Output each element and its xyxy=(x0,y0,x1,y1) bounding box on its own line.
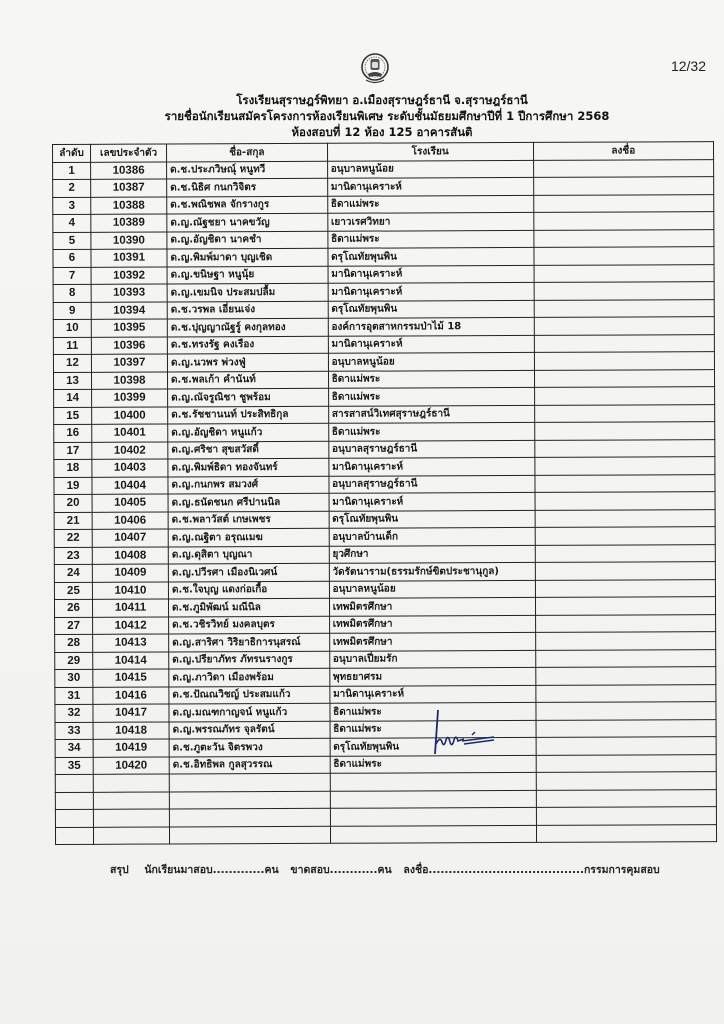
student-id: 10419 xyxy=(93,739,169,757)
student-id: 10387 xyxy=(91,179,167,197)
signature-cell xyxy=(534,404,715,422)
student-id: 10393 xyxy=(91,284,167,302)
school-name: ธิดาแม่พระ xyxy=(327,195,533,213)
school-emblem-icon xyxy=(360,50,390,88)
signature-cell xyxy=(534,457,715,475)
signature-cell xyxy=(533,212,714,230)
student-name: ด.ญ.เขมนิจ ประสมปลื้ม xyxy=(167,283,328,301)
signature-cell xyxy=(536,737,717,755)
signature-cell xyxy=(534,247,715,265)
signature-cell xyxy=(534,352,715,370)
signature-cell xyxy=(536,754,717,772)
school-name: สารสาสน์วิเทศสุราษฎร์ธานี xyxy=(328,405,534,423)
student-id: 10412 xyxy=(93,616,169,634)
school-name: อนุบาลหนูน้อย xyxy=(327,160,533,178)
student-id: 10409 xyxy=(92,564,168,582)
signature-cell xyxy=(534,387,715,405)
row-number: 1 xyxy=(53,162,91,180)
student-name: ด.ญ.พิมพ์ธิดา ทองจันทร์ xyxy=(168,458,329,476)
student-name: ด.ช.ภูตะวัน จิตรพวง xyxy=(169,738,330,756)
row-number: 30 xyxy=(55,669,93,687)
row-number: 18 xyxy=(54,459,92,477)
student-name: ด.ช.ประภวิษณุ์ หนูทวี xyxy=(167,161,328,179)
row-number: 28 xyxy=(55,634,93,652)
student-name: ด.ช.วชิรวิทย์ มงคลบุตร xyxy=(169,616,330,634)
student-name: ด.ช.นิธิศ กนกวิจิตร xyxy=(167,178,328,196)
student-name: ด.ช.พลเก้า คำนันท์ xyxy=(168,371,329,389)
student-name xyxy=(169,826,330,844)
row-number: 21 xyxy=(54,512,92,530)
document-title: รายชื่อนักเรียนสมัครโครงการห้องเรียนพิเศษ ระดับชั้นมัธยมศึกษาปีที่ 1 ปีการศึกษา 2568 xyxy=(164,109,610,123)
student-id xyxy=(93,774,169,792)
signature-cell xyxy=(535,492,716,510)
row-number xyxy=(55,792,93,810)
student-name xyxy=(169,808,330,826)
student-name: ด.ช.ใจบุญ แดงก่อเกื้อ xyxy=(168,581,329,599)
signature-cell xyxy=(534,264,715,282)
school-name: ธิดาแม่พระ xyxy=(328,370,534,388)
school-name: ดรุโณทัยพุนพิน xyxy=(329,510,535,528)
student-id: 10413 xyxy=(93,634,169,652)
school-name: อนุบาลเปี่ยมรัก xyxy=(329,650,535,668)
student-name: ด.ญ.พิมพ์มาดา บุญเชิด xyxy=(167,248,328,266)
signature-cell xyxy=(533,177,714,195)
school-name: ดรุโณทัยพุนพิน xyxy=(328,300,534,318)
student-id: 10401 xyxy=(92,424,168,442)
row-number: 9 xyxy=(53,302,91,320)
student-name: ด.ญ.อัญชิดา นาคชำ xyxy=(167,231,328,249)
school-name: องค์การอุตสาหกรรมป่าไม้ 18 xyxy=(328,317,534,335)
school-name: มานิดานุเคราะห์ xyxy=(329,492,535,510)
row-number: 16 xyxy=(54,424,92,442)
student-name: ด.ญ.ปวีรศา เมืองนิเวศน์ xyxy=(168,563,329,581)
document-header xyxy=(0,92,724,140)
signature-cell xyxy=(535,509,716,527)
student-name: ด.ญ.ภาวิดา เมืองพร้อม xyxy=(169,668,330,686)
student-id xyxy=(93,809,169,827)
student-id: 10403 xyxy=(92,459,168,477)
row-number: 34 xyxy=(55,739,93,757)
student-name: ด.ญ.ศริชา สุขสวัสดิ์ xyxy=(168,441,329,459)
row-number: 24 xyxy=(54,564,92,582)
row-number: 6 xyxy=(53,249,91,267)
column-header-signature: ลงชื่อ xyxy=(533,142,714,160)
row-number: 10 xyxy=(53,319,91,337)
signature-cell xyxy=(534,282,715,300)
signature-cell xyxy=(536,789,717,807)
school-name: ยุวศึกษา xyxy=(329,545,535,563)
student-name: ด.ญ.มณฑกาญจน์ หนูแก้ว xyxy=(169,703,330,721)
row-number: 13 xyxy=(53,372,91,390)
student-id: 10402 xyxy=(92,441,168,459)
student-name: ด.ญ.ปรียาภัทร ภัทรนรางกูร xyxy=(169,651,330,669)
school-name: มานิดานุเคราะห์ xyxy=(328,335,534,353)
signature-cell xyxy=(535,544,716,562)
signature-cell xyxy=(534,422,715,440)
row-number: 22 xyxy=(54,529,92,547)
signature-cell xyxy=(536,807,717,825)
student-id: 10404 xyxy=(92,476,168,494)
student-id: 10416 xyxy=(93,686,169,704)
empty-table-row xyxy=(55,824,716,844)
student-name: ด.ญ.ขนิษฐา หนูนุ้ย xyxy=(167,266,328,284)
school-name: มานิดานุเคราะห์ xyxy=(328,265,534,283)
column-header-name: ชื่อ-สกุล xyxy=(167,143,328,161)
signature-cell xyxy=(533,194,714,212)
school-name: มานิดานุเคราะห์ xyxy=(327,177,533,195)
student-id: 10399 xyxy=(92,389,168,407)
student-name: ด.ช.ภูมิพัฒน์ มณีนิล xyxy=(169,598,330,616)
row-number: 35 xyxy=(55,757,93,775)
student-name: ด.ช.อิทธิพล กูลสุวรรณ xyxy=(169,756,330,774)
student-id: 10388 xyxy=(91,196,167,214)
present-count-field: นักเรียนมาสอบ.............คน xyxy=(144,864,279,876)
school-name: เทพมิตรศึกษา xyxy=(329,597,535,615)
signature-cell xyxy=(533,229,714,247)
signature-cell xyxy=(536,719,717,737)
proctor-signature-field: ลงชื่อ.......................................กรรมการคุมสอบ xyxy=(403,864,660,876)
row-number: 7 xyxy=(53,267,91,285)
student-name: ด.ญ.กนกพร สมวงศ์ xyxy=(168,476,329,494)
school-name: มานิดานุเคราะห์ xyxy=(329,457,535,475)
row-number: 17 xyxy=(54,442,92,460)
student-id xyxy=(93,791,169,809)
student-id: 10389 xyxy=(91,214,167,232)
school-name: วัดรัตนาราม(ธรรมรักษ์ขิตประชานุกูล) xyxy=(329,562,535,580)
school-name xyxy=(330,807,536,825)
student-id: 10400 xyxy=(92,406,168,424)
student-id: 10396 xyxy=(91,336,167,354)
student-id xyxy=(93,826,169,844)
student-id: 10414 xyxy=(93,651,169,669)
row-number: 3 xyxy=(53,197,91,215)
signature-cell xyxy=(535,614,716,632)
handwritten-signature-icon xyxy=(428,708,498,758)
signature-cell xyxy=(535,597,716,615)
school-name: เทพมิตรศึกษา xyxy=(329,632,535,650)
student-id: 10418 xyxy=(93,721,169,739)
row-number: 32 xyxy=(55,704,93,722)
school-name: ธิดาแม่พระ xyxy=(330,702,536,720)
signature-cell xyxy=(534,334,715,352)
student-id: 10410 xyxy=(92,581,168,599)
signature-cell xyxy=(534,317,715,335)
row-number: 8 xyxy=(53,284,91,302)
page-number: 12/32 xyxy=(670,58,706,74)
exam-room-line: ห้องสอบที่ 12 ห้อง 125 อาคารสันติ xyxy=(291,125,473,139)
row-number: 23 xyxy=(54,547,92,565)
row-number: 26 xyxy=(54,599,92,617)
column-header-school: โรงเรียน xyxy=(327,142,533,160)
signature-cell xyxy=(533,159,714,177)
row-number: 2 xyxy=(53,179,91,197)
signature-cell xyxy=(535,649,716,667)
row-number: 14 xyxy=(54,389,92,407)
school-name-line: โรงเรียนสุราษฎร์พิทยา อ.เมืองสุราษฎร์ธานี จ.สุราษฎร์ธานี xyxy=(236,93,528,107)
school-name: อนุบาลสุราษฎร์ธานี xyxy=(329,475,535,493)
row-number xyxy=(55,774,93,792)
column-header-id: เลขประจำตัว xyxy=(90,144,166,162)
table-row xyxy=(55,754,716,774)
signature-cell xyxy=(536,824,717,842)
student-name: ด.ญ.นวพร พ่วงฟู่ xyxy=(167,353,328,371)
school-name: ธิดาแม่พระ xyxy=(328,422,534,440)
school-name: มานิดานุเคราะห์ xyxy=(328,282,534,300)
student-name: ด.ญ.ณฐิตา อรุณเมฆ xyxy=(168,528,329,546)
student-name: ด.ช.ปุญญาณัฐรู์ คงกุลทอง xyxy=(167,318,328,336)
student-name: ด.ญ.ดุสิตา บุญณา xyxy=(168,546,329,564)
school-name: พุทธยาศรม xyxy=(329,667,535,685)
row-number: 4 xyxy=(53,214,91,232)
row-number: 27 xyxy=(55,617,93,635)
row-number: 33 xyxy=(55,722,93,740)
school-name: ธิดาแม่พระ xyxy=(330,720,536,738)
student-id: 10411 xyxy=(92,599,168,617)
student-name: ด.ช.พลาวัสต์ เกษเพชร xyxy=(168,511,329,529)
school-name: ธิดาแม่พระ xyxy=(328,230,534,248)
signature-cell xyxy=(534,474,715,492)
student-name: ด.ช.ทรงรัฐ คงเรือง xyxy=(167,336,328,354)
row-number: 11 xyxy=(53,337,91,355)
row-number: 5 xyxy=(53,232,91,250)
row-number: 12 xyxy=(53,354,91,372)
student-name: ด.ญ.อัญชิดา หนูแก้ว xyxy=(168,423,329,441)
signature-cell xyxy=(534,439,715,457)
student-id: 10420 xyxy=(93,756,169,774)
school-name: อนุบาลหนูน้อย xyxy=(328,352,534,370)
student-name: ด.ญ.ธนัดชนก ศรีปานนิล xyxy=(168,493,329,511)
student-name: ด.ช.พณิชพล จักรางกูร xyxy=(167,196,328,214)
row-number xyxy=(55,809,93,827)
student-roster-table xyxy=(52,141,717,845)
summary-label: สรุป xyxy=(110,864,129,876)
student-id: 10406 xyxy=(92,511,168,529)
signature-cell xyxy=(534,299,715,317)
school-name: อนุบาลสุราษฎร์ธานี xyxy=(328,440,534,458)
student-name: ด.ช.รัชชานนท์ ประสิทธิกุล xyxy=(168,406,329,424)
school-name: เยาวเรศวิทยา xyxy=(327,212,533,230)
signature-cell xyxy=(535,684,716,702)
school-name: เทพมิตรศึกษา xyxy=(329,615,535,633)
student-id: 10390 xyxy=(91,231,167,249)
school-name: อนุบาลบ้านเด็ก xyxy=(329,527,535,545)
student-id: 10417 xyxy=(93,704,169,722)
student-id: 10408 xyxy=(92,546,168,564)
school-name xyxy=(330,772,536,790)
school-name: ดรุโณทัยพุนพิน xyxy=(330,737,536,755)
student-name: ด.ช.ปัณณวิชญ์ ประสมแก้ว xyxy=(169,686,330,704)
signature-cell xyxy=(535,667,716,685)
signature-cell xyxy=(536,772,717,790)
student-id: 10397 xyxy=(91,354,167,372)
signature-cell xyxy=(535,527,716,545)
row-number: 19 xyxy=(54,477,92,495)
school-name: ธิดาแม่พระ xyxy=(330,755,536,773)
signature-cell xyxy=(535,632,716,650)
school-name xyxy=(330,790,536,808)
row-number: 15 xyxy=(54,407,92,425)
school-name: ดรุโณทัยพุนพิน xyxy=(328,247,534,265)
absent-count-field: ขาดสอบ............คน xyxy=(290,864,392,876)
column-header-no: ลำดับ xyxy=(53,144,91,162)
school-name: มานิดานุเคราะห์ xyxy=(330,685,536,703)
student-id: 10407 xyxy=(92,529,168,547)
table-body xyxy=(53,159,717,844)
student-name: ด.ญ.พรรณภัทร จุลรัตน์ xyxy=(169,721,330,739)
student-name: ด.ญ.สาริศา วิริยาธิการนุสรณ์ xyxy=(169,633,330,651)
student-id: 10391 xyxy=(91,249,167,267)
school-name: อนุบาลหนูน้อย xyxy=(329,580,535,598)
student-id: 10405 xyxy=(92,494,168,512)
student-name xyxy=(169,773,330,791)
signature-cell xyxy=(535,579,716,597)
student-name: ด.ญ.ณัฐชยา นาคขวัญ xyxy=(167,213,328,231)
school-name: ธิดาแม่พระ xyxy=(328,387,534,405)
row-number: 20 xyxy=(54,494,92,512)
student-id: 10415 xyxy=(93,669,169,687)
student-name: ด.ช.วรพล เอี่ยนเจ่ง xyxy=(167,301,328,319)
signature-cell xyxy=(535,562,716,580)
exam-summary xyxy=(110,861,668,878)
row-number xyxy=(55,827,93,845)
school-name xyxy=(330,825,536,843)
student-id: 10394 xyxy=(91,301,167,319)
student-name: ด.ญ.ณัจรูณิชา ชูพร้อม xyxy=(168,388,329,406)
row-number: 31 xyxy=(55,687,93,705)
student-id: 10395 xyxy=(91,319,167,337)
student-id: 10398 xyxy=(91,371,167,389)
row-number: 25 xyxy=(54,582,92,600)
student-name xyxy=(169,791,330,809)
row-number: 29 xyxy=(55,652,93,670)
student-id: 10386 xyxy=(91,162,167,180)
signature-cell xyxy=(534,369,715,387)
student-id: 10392 xyxy=(91,266,167,284)
signature-cell xyxy=(535,702,716,720)
